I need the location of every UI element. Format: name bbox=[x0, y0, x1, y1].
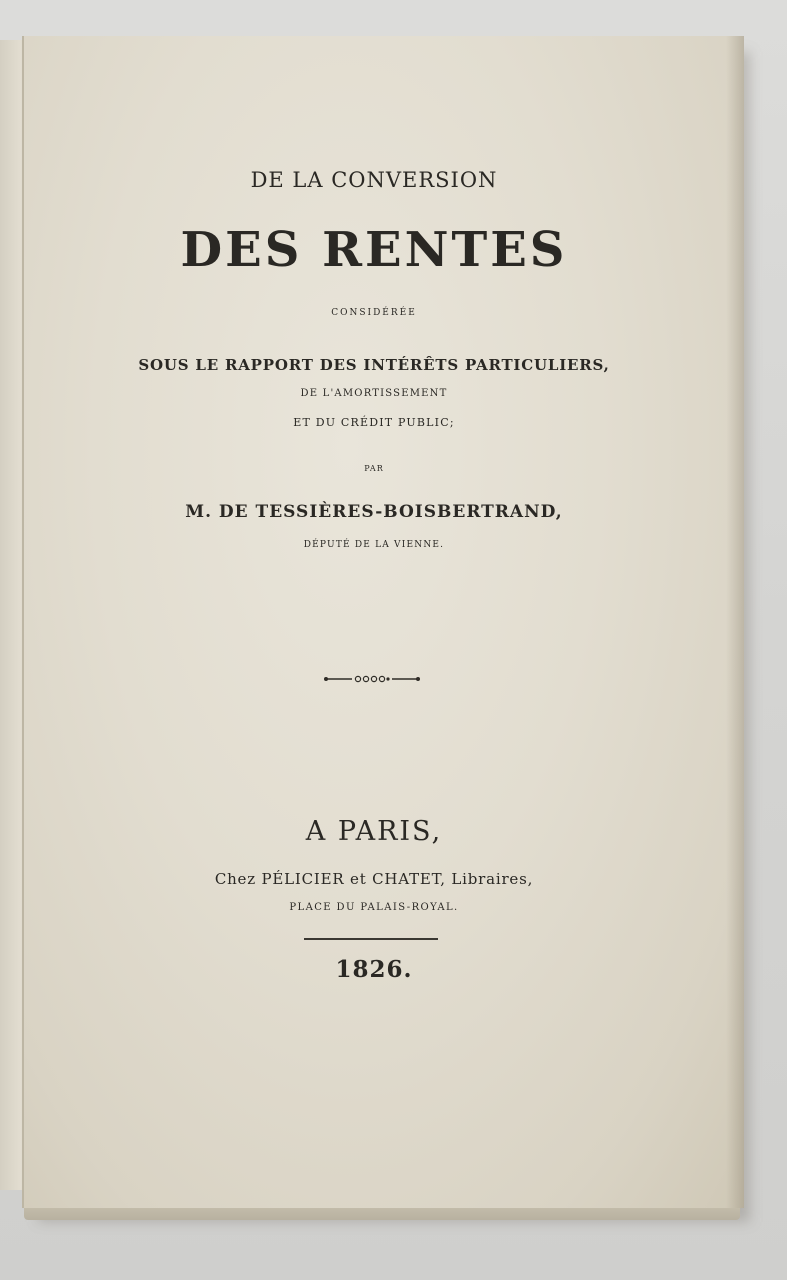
city: A PARIS, bbox=[305, 816, 443, 847]
publication-year: 1826. bbox=[335, 956, 413, 983]
by-line: PAR bbox=[364, 464, 384, 473]
ornament-divider-icon bbox=[324, 672, 420, 686]
author-role: DÉPUTÉ DE LA VIENNE. bbox=[303, 540, 445, 550]
title-line-conversion: DE LA CONVERSION bbox=[250, 168, 498, 192]
horizontal-rule bbox=[304, 938, 438, 940]
publisher: Chez PÉLICIER et CHATET, Libraires, bbox=[214, 870, 534, 888]
main-title: DES RENTES bbox=[180, 222, 568, 278]
subtitle-amortissement: DE L'AMORTISSEMENT bbox=[300, 388, 448, 399]
author-name: M. DE TESSIÈRES-BOISBERTRAND, bbox=[185, 502, 563, 522]
publisher-address: PLACE DU PALAIS-ROYAL. bbox=[289, 902, 459, 913]
subtitle-credit: ET DU CRÉDIT PUBLIC; bbox=[293, 416, 455, 429]
title-page bbox=[22, 36, 744, 1208]
subtitle-rapport: SOUS LE RAPPORT DES INTÉRÊTS PARTICULIERS, bbox=[138, 356, 610, 374]
subtitle-consideree: CONSIDÉRÉE bbox=[331, 308, 417, 318]
